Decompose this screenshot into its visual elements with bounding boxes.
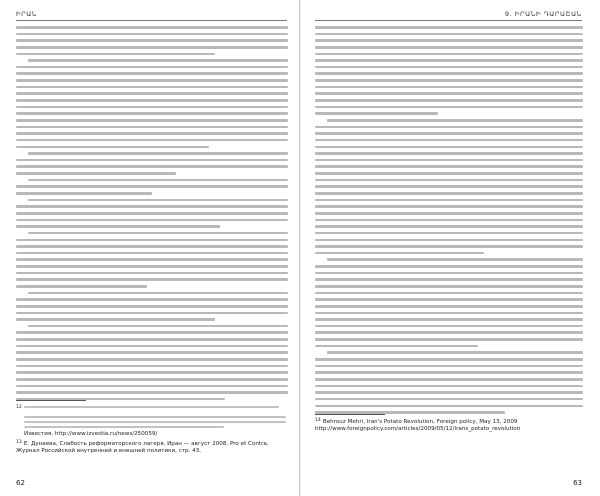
body-text-line [327,258,583,261]
body-text-line [16,225,220,228]
left-page-number: 62 [16,479,25,487]
footnote-13 [16,439,288,456]
body-text-line [16,245,288,248]
body-text-line [315,298,583,301]
body-text-line [315,331,583,334]
body-text-line [16,146,209,149]
body-text-line [315,26,583,29]
body-text-line [315,33,583,36]
body-text-line [315,59,583,62]
body-text-line [16,72,288,75]
body-text-line [315,325,583,328]
body-text-line [16,365,288,368]
body-text-line [28,152,288,155]
body-text-line [315,345,478,348]
body-text-line [16,358,288,361]
body-text-line [28,199,288,202]
body-text-line [315,245,583,248]
body-text-line [315,398,583,401]
left-header-rule [16,20,287,21]
body-text-line [315,358,583,361]
body-text-line [16,99,288,102]
right-footnotes [315,417,581,435]
right-running-header: 9. ԻՐԱՆԻ ԴԱՐԱՇԱՆ [504,10,582,18]
footnote-number: 14 [315,418,321,423]
body-text-line [315,272,583,275]
body-text-line [28,292,288,295]
body-text-line [16,298,288,301]
body-text-line [16,33,288,36]
body-text-line [315,152,583,155]
body-text-line [16,338,288,341]
body-text-line [315,252,484,255]
body-text-line [315,232,583,235]
body-text-line [16,345,288,348]
body-text-line [315,225,583,228]
body-text-line [315,39,583,42]
body-text-line [16,391,288,394]
body-text-line [315,132,583,135]
body-text-line [16,192,152,195]
body-text-line [16,265,288,268]
body-text-line [16,53,215,56]
body-text-line [315,371,583,374]
body-text-line [16,132,288,135]
body-text-line [16,239,288,242]
body-text-line [315,292,583,295]
body-text-line [16,92,288,95]
footnote-text-line [24,421,286,423]
body-text-line [16,285,147,288]
body-text-line [315,146,583,149]
left-footnotes [16,403,288,457]
right-page-number: 63 [573,479,582,487]
footnote-14 [315,417,581,434]
body-text-line [315,192,583,195]
body-text-line [315,338,583,341]
footnote-text-line [24,426,224,428]
body-text-line [315,99,583,102]
body-text-line [315,318,583,321]
body-text-line [327,119,583,122]
body-text-line [16,66,288,69]
body-text-line [16,106,288,109]
right-page [300,0,600,496]
body-text-line [16,185,288,188]
body-text-line [16,272,288,275]
body-text-line [315,66,583,69]
body-text-line [16,371,288,374]
body-text-line [315,72,583,75]
body-text-line [16,139,288,142]
body-text-line [315,172,583,175]
body-text-line [28,232,288,235]
body-text-line [315,278,583,281]
footnote-number: 12 [16,405,22,411]
body-text-line [16,318,215,321]
footnote-text[interactable]: Behrouz Mehri, Iran's Potato Revolution, Foreign policy, May 13, 2009 http://www.foreignpolicy.com/articles/2009/05/12/irans_potato_revolution [315,419,521,433]
footnote-12-link[interactable]: Известия, http://www.izvestia.ru/news/250059/ [24,430,158,437]
body-text-line [16,385,288,388]
footnote-number: 13 [16,439,22,445]
body-text-line [315,199,583,202]
body-text-line [16,159,288,162]
body-text-line [16,119,288,122]
body-text-line [315,179,583,182]
body-text-line [16,278,288,281]
body-text-line [315,265,583,268]
body-text-line [16,212,288,215]
body-text-line [327,351,583,354]
right-header-rule [315,20,582,21]
body-text-line [16,165,288,168]
body-text-line [315,106,583,109]
body-text-line [315,212,583,215]
body-text-line [16,126,288,129]
body-text-line [315,126,583,129]
footnote-text: Е. Дунаева, Слабость реформаторского лагеря, Иран — август 2008, Pro et Contra, Журнал Российской внутренней и внешней политики, стр. 43. [16,440,269,455]
body-text-line [315,46,583,49]
footnote-text-line [24,416,286,418]
right-footnote-rule [315,414,385,415]
body-text-line [315,92,583,95]
left-running-header: ԻՐԱՆ [16,10,38,18]
right-body-text [315,26,583,418]
body-text-line [315,365,583,368]
body-text-line [315,79,583,82]
body-text-line [16,351,288,354]
body-text-line [315,53,583,56]
body-text-line [315,159,583,162]
body-text-line [315,405,583,408]
body-text-line [16,378,288,381]
body-text-line [28,59,288,62]
body-text-line [16,205,288,208]
body-text-line [315,185,583,188]
body-text-line [315,239,583,242]
body-text-line [315,285,583,288]
body-text-line [16,86,288,89]
body-text-line [315,139,583,142]
body-text-line [16,331,288,334]
body-text-line [315,86,583,89]
body-text-line [315,165,583,168]
footnote-12 [16,403,288,438]
body-text-line [16,172,176,175]
body-text-line [16,219,288,222]
left-body-text [16,26,288,405]
body-text-line [315,219,583,222]
body-text-line [315,112,438,115]
body-text-line [315,312,583,315]
body-text-line [16,258,288,261]
body-text-line [16,312,288,315]
body-text-line [16,46,288,49]
footnote-text-line [24,406,279,408]
body-text-line [16,305,288,308]
body-text-line [28,179,288,182]
body-text-line [16,79,288,82]
body-text-line [16,26,288,29]
body-text-line [16,252,288,255]
body-text-line [28,325,288,328]
body-text-line [315,305,583,308]
body-text-line [16,112,288,115]
body-text-line [315,391,583,394]
body-text-line [315,205,583,208]
body-text-line [16,39,288,42]
body-text-line [315,378,583,381]
left-footnote-rule [16,400,86,401]
body-text-line [315,385,583,388]
